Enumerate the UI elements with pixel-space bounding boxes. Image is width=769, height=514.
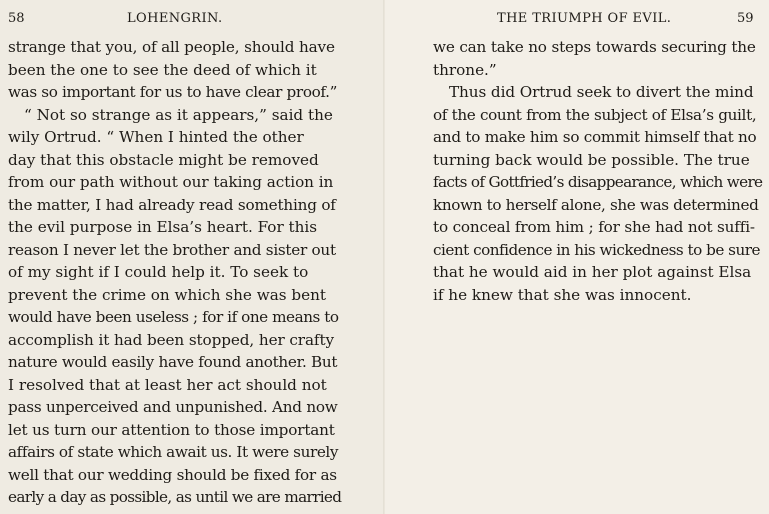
- text-line: the matter, I had already read something of: [8, 195, 336, 214]
- left-page-text: [8, 36, 342, 509]
- page-number-right: 59: [737, 11, 754, 26]
- text-line: early a day as possible, as until we are married: [8, 488, 342, 506]
- running-head-right: THE TRIUMPH OF EVIL.: [497, 11, 672, 26]
- text-line: strange that you, of all people, should have: [8, 38, 335, 56]
- text-line: would have been useless ; for if one means to: [8, 308, 339, 326]
- right-page-text: [433, 36, 763, 306]
- text-line: was so important for us to have clear proof.”: [8, 83, 338, 101]
- text-line: facts of Gottfried’s disappearance, which were: [433, 173, 763, 191]
- text-line: reason I never let the brother and sister out: [8, 240, 336, 259]
- text-line: day that this obstacle might be removed: [8, 150, 319, 169]
- text-line: from our path without our taking action in: [8, 173, 334, 191]
- text-line: that he would aid in her plot against Elsa: [433, 263, 752, 281]
- text-line: wily Ortrud. “ When I hinted the other: [8, 128, 304, 146]
- text-line: nature would easily have found another. But: [8, 353, 338, 371]
- text-line: of the count from the subject of Elsa’s guilt,: [433, 105, 757, 124]
- text-line: prevent the crime on which she was bent: [8, 285, 326, 304]
- text-line: we can take no steps towards securing the: [433, 38, 756, 56]
- text-line: accomplish it had been stopped, her crafty: [8, 330, 334, 349]
- text-line: known to herself alone, she was determined: [433, 195, 759, 214]
- text-line: of my sight if I could help it. To seek to: [8, 263, 309, 281]
- text-line: Thus did Ortrud seek to divert the mind: [449, 83, 754, 101]
- page-number-left: 58: [8, 11, 25, 26]
- text-line: and to make him so commit himself that no: [433, 128, 757, 146]
- text-line: let us turn our attention to those important: [8, 420, 335, 439]
- text-line: if he knew that she was innocent.: [433, 285, 692, 304]
- text-line: throne.”: [433, 60, 497, 79]
- text-line: cient confidence in his wickedness to be sure: [433, 240, 760, 259]
- text-line: pass unperceived and unpunished. And now: [8, 398, 338, 416]
- running-head-left: LOHENGRIN.: [127, 11, 223, 26]
- text-line: turning back would be possible. The true: [433, 150, 750, 169]
- text-line: the evil purpose in Elsa’s heart. For this: [8, 218, 318, 236]
- text-line: been the one to see the deed of which it: [8, 60, 317, 79]
- text-line: affairs of state which await us. It were surely: [8, 443, 339, 461]
- text-line: I resolved that at least her act should not: [8, 375, 327, 394]
- text-line: well that our wedding should be fixed for as: [8, 465, 337, 484]
- text-line: to conceal from him ; for she had not suffi-: [433, 218, 755, 236]
- right-page: [385, 0, 769, 514]
- text-line: “ Not so strange as it appears,” said the: [24, 105, 333, 124]
